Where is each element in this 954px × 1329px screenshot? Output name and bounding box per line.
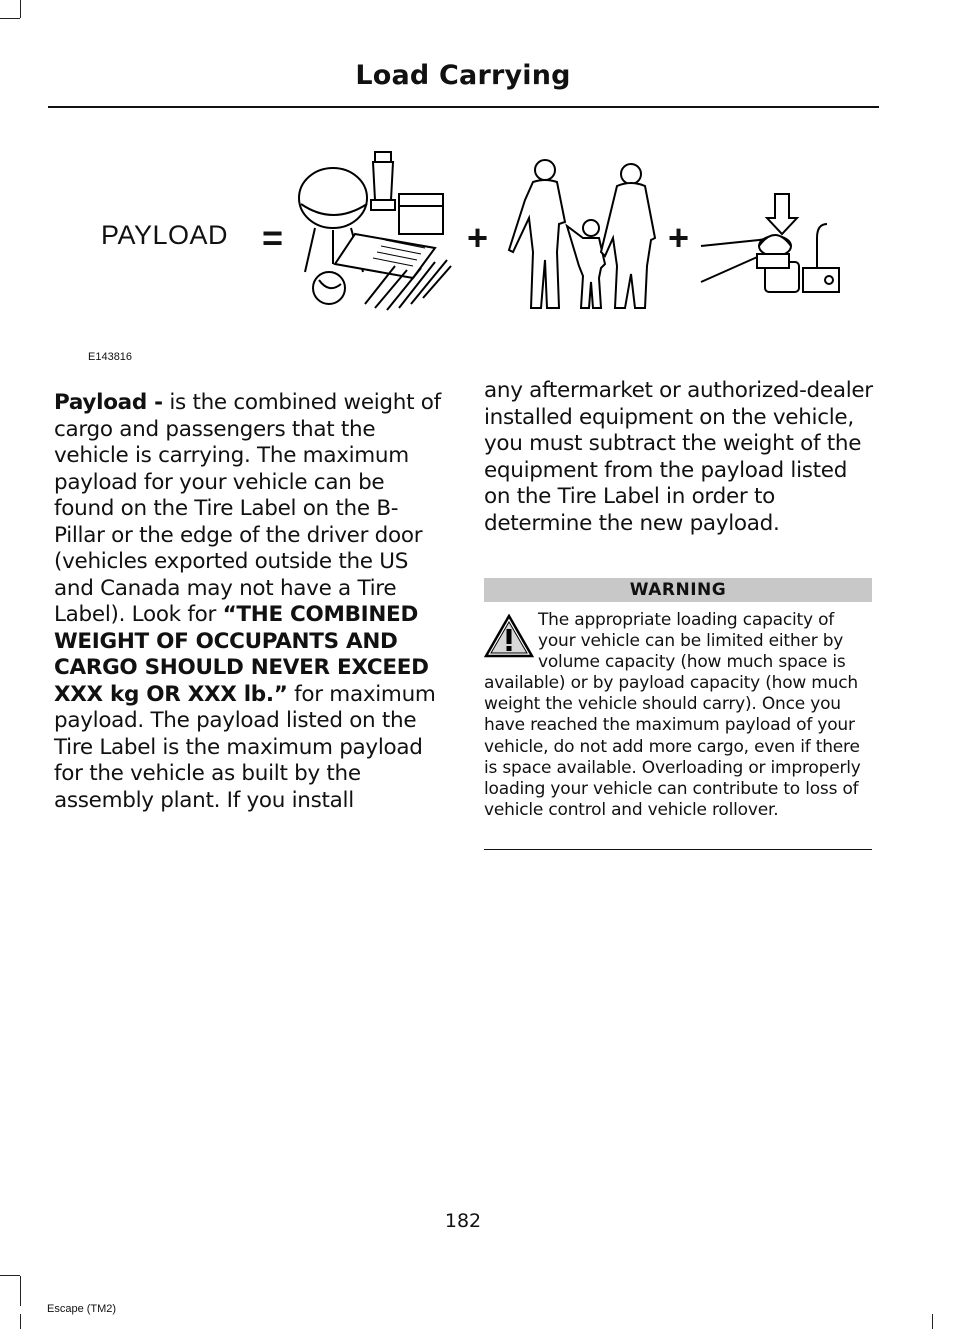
plus-sign: + [467,217,489,258]
trailer-tongue-weight-icon [699,190,845,300]
equals-sign: = [262,217,284,258]
payload-text-2: for maximum payload. The payload listed on the Tire Label is the maximum payload for the vehicle as built by the assembly plant. If you install [54,681,436,813]
page-title: Load Carrying [355,60,571,91]
crop-mark [0,18,20,19]
plus-sign: + [668,217,690,258]
tire-label-quote: “THE COMBINED WEIGHT OF OCCUPANTS AND CARGO SHOULD NEVER EXCEED XXX kg OR XXX lb.” [54,602,429,707]
warning-text: The appropriate loading capacity of your vehicle can be limited either by volume capacity (how much space is available) or by payload capacity (how much weight the vehicle should carry). Once you have reached the maximum payload of your vehicle, do not add more cargo, even if there is space available. Overloading or improperly loading your vehicle can contribute to loss of vehicle control and vehicle rollover. [484,610,861,820]
payload-text-1: is the combined weight of cargo and passengers that the vehicle is carrying. The maximum payload for your vehicle can be found on the Tire Label on the B-Pillar or the edge of the driver door (vehicles exported outside the US and Canada may not have a Tire Label). Look for [54,390,441,627]
payload-term: Payload - [54,390,163,415]
header-divider [48,106,879,108]
page-number: 182 [444,1210,482,1232]
crop-mark [0,1275,20,1276]
footer-model: Escape (TM2) [47,1303,117,1315]
warning-body [484,610,872,821]
payload-paragraph [54,390,446,814]
cargo-camping-gear-icon [295,148,455,316]
crop-mark [20,1314,21,1329]
warning-bottom-rule [484,849,872,850]
warning-triangle-icon [484,614,534,658]
payload-label: PAYLOAD [101,220,229,250]
aftermarket-paragraph: any aftermarket or authorized-dealer installed equipment on the vehicle, you must subtract the weight of the equipment from the payload listed on the Tire Label in order to determine the new payload. [484,378,873,536]
warning-heading: WARNING [484,578,872,602]
crop-mark [20,1276,21,1306]
left-column [54,390,446,814]
figure-id: E143816 [88,351,133,363]
warning-box [484,578,872,821]
crop-mark [20,0,21,18]
right-column [484,378,876,537]
passengers-family-icon [505,156,665,316]
payload-illustration [95,140,845,320]
crop-mark [932,1314,933,1329]
